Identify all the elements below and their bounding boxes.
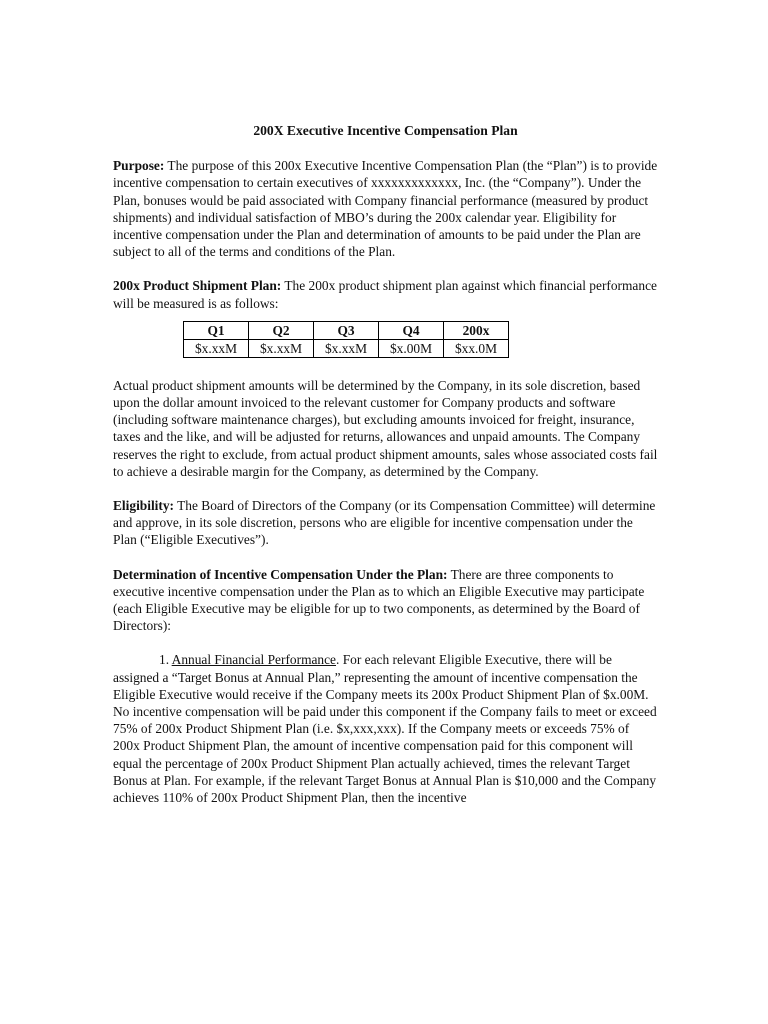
item1-number: 1. — [159, 652, 172, 668]
purpose-text: The purpose of this 200x Executive Incentive Compensation Plan (the “Plan”) is to provide incentive compensation to certain executives of xxxxxxxxxxxxx, Inc. (the “Company”). Under the Plan, bonuses would be paid associated with Company financial performance (measured by product shipments) and individual satisfaction of MBO’s during the 200x calendar year. Eligibility for incentive compensation under the Plan and determination of amounts to be paid under the Plan are subject to all of the terms and conditions of the Plan. — [113, 158, 658, 260]
table-header-cell: Q2 — [249, 321, 314, 339]
table-header-cell: Q1 — [184, 321, 249, 339]
item1-heading: Annual Financial Performance — [171, 652, 337, 668]
determination-text: There are three components to executive incentive compensation under the Plan as to which an Eligible Executive may participate (each Eligible Executive may be eligible for up to two components, as determined by the Board of Directors): — [113, 566, 645, 634]
table-cell: $x.00M — [379, 339, 444, 357]
table-cell: $x.xxM — [314, 339, 379, 357]
purpose-paragraph — [113, 157, 658, 260]
document-title: 200X Executive Incentive Compensation Plan — [253, 123, 518, 138]
item1-text: . For each relevant Eligible Executive, there will be assigned a “Target Bonus at Annual Plan,” representing the amount of incentive compensation the Eligible Executive would receive if the Company meets its 200x Product Shipment Plan of $x.00M. No incentive compensation will be paid under this component if the Company fails to meet or exceed 75% of 200x Product Shipment Plan (i.e. $x,xxx,xxx). If the Company meets or exceeds 75% of 200x Product Shipment Plan, the amount of incentive compensation paid for this component will equal the percentage of 200x Product Shipment Plan actually achieved, times the relevant Target Bonus at Plan. For example, if the relevant Target Bonus at Annual Plan is $10,000 and the Company achieves 110% of 200x Product Shipment Plan, then the incentive — [113, 652, 657, 806]
table-cell: $x.xxM — [184, 339, 249, 357]
eligibility-label: Eligibility: — [113, 498, 175, 514]
eligibility-paragraph — [113, 497, 658, 549]
shipment-plan-text: The 200x product shipment plan against which financial performance will be measured is as follows: — [113, 278, 657, 311]
actual-shipments-paragraph: Actual product shipment amounts will be determined by the Company, in its sole discretion, based upon the dollar amount invoiced to the relevant customer for Company products and software (including software maintenance charges), but excluding amounts invoiced for freight, insurance, taxes and the like, and will be adjusted for returns, allowances and unpaid amounts. The Company reserves the right to exclude, from actual product shipment amounts, sales whose associated costs fail to achieve a desirable margin for the Company, as determined by the Company. — [113, 377, 658, 479]
eligibility-text: The Board of Directors of the Company (or its Compensation Committee) will determine and approve, in its sole discretion, persons who are eligible for incentive compensation under the Plan (“Eligible Executives”). — [113, 498, 656, 548]
determination-label: Determination of Incentive Compensation Under the Plan: — [113, 566, 448, 582]
item1-paragraph — [113, 651, 658, 806]
shipment-plan-paragraph — [113, 277, 658, 311]
table-cell: $x.xxM — [249, 339, 314, 357]
table-cell: $xx.0M — [444, 339, 509, 357]
table-header-cell: Q3 — [314, 321, 379, 339]
determination-paragraph — [113, 566, 658, 635]
table-header-row — [184, 321, 509, 339]
table-header-cell: 200x — [444, 321, 509, 339]
shipment-plan-label: 200x Product Shipment Plan: — [113, 278, 282, 294]
table-row — [184, 339, 509, 357]
purpose-label: Purpose: — [113, 158, 165, 174]
shipment-plan-table — [183, 321, 509, 358]
table-header-cell: Q4 — [379, 321, 444, 339]
